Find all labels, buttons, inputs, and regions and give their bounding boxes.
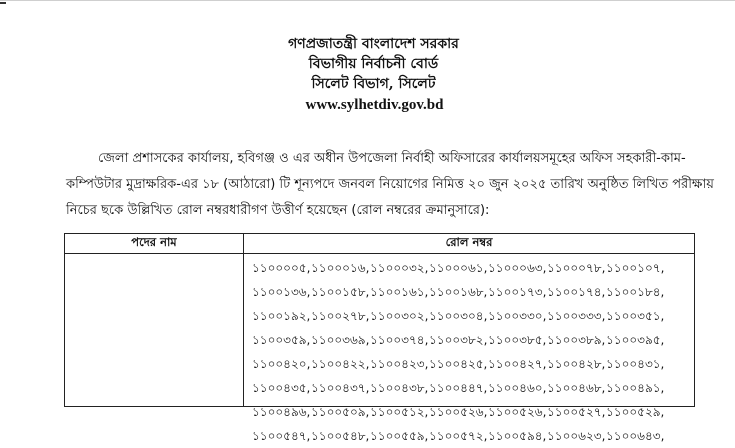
roll-number: ১১০০৩০২,	[370, 309, 429, 323]
roll-number: ১১০০০৭৮,	[547, 261, 606, 275]
roll-number: ১১০০৬৪৩,	[606, 429, 665, 443]
roll-number: ১১০০৩৭৪,	[370, 333, 429, 347]
roll-number: ১১০০৩৮২,	[429, 333, 488, 347]
roll-line	[252, 400, 694, 424]
roll-number: ১১০০৪৩৮,	[370, 381, 429, 395]
roll-number: ১১০০১৯২,	[252, 309, 311, 323]
roll-number: ১১০০৩৫১,	[606, 309, 665, 323]
roll-line	[252, 424, 694, 448]
roll-line	[252, 304, 694, 328]
roll-number: ১১০০৪৪৭,	[429, 381, 488, 395]
roll-number: ১১০০৪২০,	[252, 357, 311, 371]
roll-number: ১১০০০৬৩,	[488, 261, 547, 275]
header-website[interactable]: www.sylhetdiv.gov.bd	[305, 97, 444, 113]
roll-number: ১১০০০৬১,	[429, 261, 488, 275]
roll-number: ১১০০১৩৬,	[252, 285, 311, 299]
roll-number: ১১০০১৫৮,	[311, 285, 370, 299]
roll-number: ১১০০৪৯১,	[606, 381, 665, 395]
roll-number: ১১০০৪৬৮,	[547, 381, 606, 395]
roll-number: ১১০০৩৫৯,	[252, 333, 311, 347]
roll-number: ১১০০০০৫,	[252, 261, 311, 275]
roll-number: ১১০০১৮৪,	[606, 285, 665, 299]
roll-number: ১১০০৫৭২,	[429, 429, 488, 443]
roll-line	[252, 256, 694, 280]
roll-number: ১১০০০১৬,	[311, 261, 370, 275]
roll-number: ১১০০৫৯৪,	[488, 429, 547, 443]
roll-number: ১১০০৪৩১,	[606, 357, 665, 371]
roll-number: ১১০০৩৩৩,	[547, 309, 606, 323]
roll-number: ১১০০৪২৮,	[547, 357, 606, 371]
roll-line	[252, 280, 694, 304]
roll-number: ১১০০১৬৮,	[429, 285, 488, 299]
roll-number: ১১০০১৬১,	[370, 285, 429, 299]
roll-number-table	[64, 233, 695, 443]
header-government: গণপ্রজাতন্ত্রী বাংলাদেশ সরকার	[288, 36, 459, 52]
roll-number: ১১০০৩৮৫,	[488, 333, 547, 347]
roll-number: ১১০০১৭৪,	[547, 285, 606, 299]
roll-number: ১১০০৪৬০,	[488, 381, 547, 395]
roll-number: ১১০০৫৪৮,	[311, 429, 370, 443]
roll-number: ১১০০৫১২,	[370, 405, 429, 419]
notice-line-3: নিচের ছকে উল্লিখিত রোল নম্বরধারীগণ উত্তীর্ণ হয়েছেন (রোল নম্বরের ক্রমানুসারে):	[66, 203, 490, 218]
roll-number: ১১০০৫২৭,	[547, 405, 606, 419]
roll-number: ১১০০৩৩০,	[488, 309, 547, 323]
roll-number: ১১০০৩৬৯,	[311, 333, 370, 347]
post-name-cell	[65, 254, 244, 407]
roll-line	[252, 328, 694, 352]
roll-line	[252, 376, 694, 400]
table-header-row	[65, 234, 695, 254]
roll-number: ১১০০৪৩৭,	[311, 381, 370, 395]
table-row	[65, 254, 695, 407]
roll-number: ১১০০৩৯৫,	[606, 333, 665, 347]
document-header	[0, 34, 735, 116]
notice-line-1: জেলা প্রশাসকের কার্যালয়, হবিগঞ্জ ও এর অধীন উপজেলা নির্বাহী অফিসারের কার্যালয়সমূহের অফিস সহকারী-কাম-	[98, 151, 686, 166]
notice-line-2: কম্পিউটার মুদ্রাক্ষরিক-এর ১৮ (আঠারো) টি শূন্যপদে জনবল নিয়োগের নিমিত্ত ২০ জুন ২০২৫ তারিখ অনুষ্ঠিত লিখিত পরীক্ষায়	[66, 177, 714, 192]
roll-number: ১১০০১০৭,	[606, 261, 665, 275]
roll-number: ১১০০৩৮৯,	[547, 333, 606, 347]
roll-number: ১১০০০৩২,	[370, 261, 429, 275]
roll-number: ১১০০৫৫৯,	[370, 429, 429, 443]
roll-number: ১১০০৪২৩,	[370, 357, 429, 371]
roll-number: ১১০০৫৪৭,	[252, 429, 311, 443]
roll-number: ১১০০৫২৬,	[488, 405, 547, 419]
roll-line	[252, 352, 694, 376]
roll-number: ১১০০৪২৭,	[488, 357, 547, 371]
roll-number: ১১০০৪৩৫,	[252, 381, 311, 395]
column-header-post: পদের নাম	[65, 234, 244, 254]
roll-number: ১১০০১৭৩,	[488, 285, 547, 299]
roll-number: ১১০০২৭৮,	[311, 309, 370, 323]
roll-number: ১১০০৬২৩,	[547, 429, 606, 443]
roll-number: ১১০০৩০৪,	[429, 309, 488, 323]
header-division: সিলেট বিভাগ, সিলেট	[311, 76, 436, 92]
roll-number: ১১০০৫২৬,	[429, 405, 488, 419]
notice-paragraph	[66, 146, 714, 224]
roll-number: ১১০০৫০৯,	[311, 405, 370, 419]
page-top-edge	[0, 0, 735, 20]
column-header-roll: রোল নম্বর	[244, 234, 695, 254]
roll-number: ১১০০৪২৫,	[429, 357, 488, 371]
roll-number: ১১০০৫২৯,	[606, 405, 665, 419]
roll-numbers-cell	[244, 254, 695, 443]
roll-list	[244, 254, 694, 443]
header-board: বিভাগীয় নির্বাচনী বোর্ড	[308, 56, 439, 72]
roll-number: ১১০০৪৯৬,	[252, 405, 311, 419]
top-dash-mark	[0, 2, 6, 4]
roll-number: ১১০০৪২২,	[311, 357, 370, 371]
